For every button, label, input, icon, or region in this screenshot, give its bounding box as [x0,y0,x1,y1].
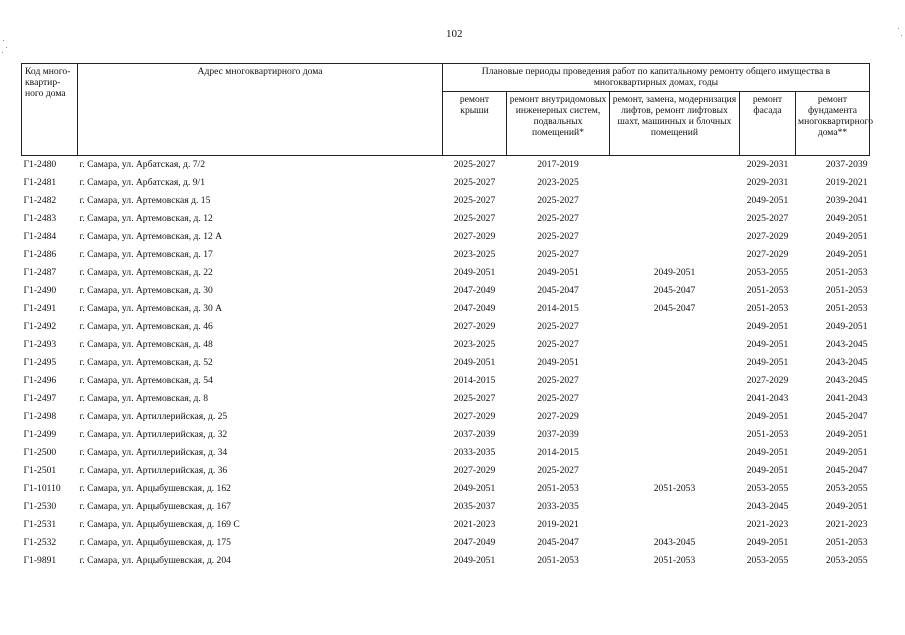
cell-code: Г1-2491 [23,303,57,314]
cell-facade: 2049-2051 [746,465,789,476]
cell-address: г. Самара, ул. Арбатская, д. 7/2 [79,159,205,170]
cell-systems: 2017-2019 [537,159,579,170]
table-row [22,210,870,228]
cell-code: Г1-2498 [23,411,57,422]
cell-foundation: 2019-2021 [825,177,868,188]
table-row [22,426,870,444]
table-row [22,246,870,264]
cell-address: г. Самара, ул. Артиллерийская, д. 36 [79,465,228,476]
cell-code: Г1-2531 [23,519,57,530]
cell-code: Г1-2481 [23,177,57,188]
cell-roof: 2023-2025 [453,339,496,350]
table-row [22,552,870,570]
cell-lifts [610,354,740,372]
cell-foundation: 2051-2053 [825,267,868,278]
cell-lifts [610,318,740,336]
cell-lifts: 2045-2047 [653,303,696,314]
cell-roof: 2025-2027 [453,159,496,170]
cell-facade: 2049-2051 [746,339,789,350]
scan-speck [901,35,902,36]
cell-roof: 2047-2049 [453,303,496,314]
cell-foundation: 2049-2051 [825,321,868,332]
cell-code: Г1-2482 [23,195,57,206]
cell-lifts [610,246,740,264]
cell-systems: 2025-2027 [537,339,579,350]
cell-address: г. Самара, ул. Артемовская, д. 48 [79,339,213,350]
table-row [22,480,870,498]
cell-systems: 2049-2051 [537,357,579,368]
table-body [22,156,870,571]
cell-facade: 2027-2029 [746,375,789,386]
cell-address: г. Самара, ул. Артемовская, д. 22 [79,267,213,278]
cell-code: Г1-2484 [23,231,57,242]
cell-code: Г1-10110 [23,483,61,494]
cell-roof: 2049-2051 [453,555,496,566]
cell-facade: 2027-2029 [746,231,789,242]
cell-lifts [610,336,740,354]
table-row [22,336,870,354]
header-systems: ремонт внутридомовых инженерных систем, подвальных помещений* [507,92,610,156]
cell-foundation: 2049-2051 [825,213,868,224]
cell-code: Г1-2480 [23,159,57,170]
repair-schedule-table [21,63,874,570]
cell-code: Г1-2500 [23,447,57,458]
cell-lifts [610,498,740,516]
cell-roof: 2049-2051 [453,267,496,278]
cell-address: г. Самара, ул. Арбатская, д. 9/1 [79,177,205,188]
cell-systems: 2014-2015 [537,447,579,458]
cell-facade: 2053-2055 [746,483,789,494]
cell-code: Г1-2495 [23,357,57,368]
table-row [22,156,870,175]
cell-lifts [610,444,740,462]
cell-foundation: 2051-2053 [825,303,868,314]
cell-address: г. Самара, ул. Артемовская, д. 54 [79,375,213,386]
scan-speck [2,52,3,53]
cell-code: Г1-2483 [23,213,57,224]
cell-roof: 2047-2049 [453,285,496,296]
cell-code: Г1-2493 [23,339,57,350]
scan-speck [898,28,899,29]
cell-foundation: 2049-2051 [825,429,868,440]
cell-facade: 2027-2029 [746,249,789,260]
cell-address: г. Самара, ул. Арцыбушевская, д. 204 [79,555,231,566]
cell-address: г. Самара, ул. Арцыбушевская, д. 167 [79,501,231,512]
cell-address: г. Самара, ул. Артемовская, д. 30 А [79,303,223,314]
cell-code: Г1-2492 [23,321,57,332]
cell-foundation: 2037-2039 [825,159,868,170]
header-lifts: ремонт, замена, модернизация лифтов, ремонт лифтовых шахт, машинных и блочных помещений [610,92,740,156]
table-row [22,318,870,336]
cell-lifts: 2043-2045 [653,537,696,548]
cell-systems: 2045-2047 [537,537,579,548]
cell-roof: 2047-2049 [453,537,496,548]
cell-facade: 2049-2051 [746,447,789,458]
table-row [22,408,870,426]
cell-facade: 2051-2053 [746,285,789,296]
cell-systems: 2025-2027 [537,321,579,332]
header-code: Код много-квартир-ного дома [22,64,78,156]
cell-address: г. Самара, ул. Арцыбушевская, д. 162 [79,483,231,494]
cell-foundation: 2043-2045 [825,339,868,350]
cell-roof: 2049-2051 [453,357,496,368]
cell-foundation: 2049-2051 [825,501,868,512]
cell-systems: 2027-2029 [537,411,579,422]
cell-facade: 2043-2045 [746,501,789,512]
cell-systems: 2025-2027 [537,375,579,386]
cell-systems: 2051-2053 [537,555,579,566]
cell-systems: 2025-2027 [537,231,579,242]
cell-foundation: 2049-2051 [825,447,868,458]
cell-lifts [610,192,740,210]
cell-address: г. Самара, ул. Артиллерийская, д. 32 [79,429,228,440]
cell-systems: 2025-2027 [537,213,579,224]
cell-systems: 2014-2015 [537,303,579,314]
cell-roof: 2049-2051 [453,483,496,494]
cell-code: Г1-2530 [23,501,57,512]
page-number: 102 [446,28,463,40]
cell-address: г. Самара, ул. Арцыбушевская, д. 169 С [79,519,240,530]
cell-systems: 2023-2025 [537,177,579,188]
cell-address: г. Самара, ул. Артиллерийская, д. 34 [79,447,228,458]
cell-systems: 2025-2027 [537,465,579,476]
cell-roof: 2027-2029 [453,465,496,476]
cell-foundation: 2051-2053 [825,285,868,296]
cell-foundation: 2043-2045 [825,375,868,386]
cell-facade: 2029-2031 [746,177,789,188]
cell-systems: 2025-2027 [537,195,579,206]
cell-lifts [610,372,740,390]
cell-code: Г1-2499 [23,429,57,440]
cell-foundation: 2041-2043 [825,393,868,404]
cell-foundation: 2043-2045 [825,357,868,368]
cell-lifts: 2045-2047 [653,285,696,296]
cell-roof: 2033-2035 [453,447,496,458]
cell-systems: 2037-2039 [537,429,579,440]
cell-roof: 2023-2025 [453,249,496,260]
cell-systems: 2049-2051 [537,267,579,278]
table-row [22,498,870,516]
cell-roof: 2014-2015 [453,375,496,386]
cell-facade: 2049-2051 [746,195,789,206]
cell-address: г. Самара, ул. Артемовская, д. 52 [79,357,213,368]
cell-foundation: 2053-2055 [825,555,868,566]
header-address: Адрес многоквартирного дома [78,64,443,156]
cell-lifts [610,516,740,534]
cell-foundation: 2045-2047 [825,411,868,422]
cell-code: Г1-2497 [23,393,57,404]
cell-code: Г1-2487 [23,267,57,278]
cell-address: г. Самара, ул. Артемовская, д. 17 [79,249,213,260]
cell-facade: 2053-2055 [746,555,789,566]
header-periods: Плановые периоды проведения работ по капитальному ремонту общего имущества в многоквартирных домах, годы [443,64,870,92]
cell-address: г. Самара, ул. Артемовская, д. 12 А [79,231,223,242]
cell-code: Г1-9891 [23,555,57,566]
cell-lifts [610,210,740,228]
cell-roof: 2027-2029 [453,231,496,242]
cell-foundation: 2039-2041 [825,195,868,206]
cell-systems: 2025-2027 [537,249,579,260]
table-row [22,372,870,390]
cell-foundation: 2045-2047 [825,465,868,476]
cell-facade: 2041-2043 [746,393,789,404]
table-row [22,192,870,210]
table-row [22,516,870,534]
cell-roof: 2025-2027 [453,177,496,188]
cell-systems: 2045-2047 [537,285,579,296]
cell-roof: 2035-2037 [453,501,496,512]
cell-roof: 2025-2027 [453,213,496,224]
cell-lifts [610,156,740,175]
cell-code: Г1-2496 [23,375,57,386]
cell-address: г. Самара, ул. Артемовская, д. 8 [79,393,208,404]
cell-facade: 2025-2027 [746,213,789,224]
cell-roof: 2027-2029 [453,321,496,332]
cell-lifts [610,228,740,246]
cell-address: г. Самара, ул. Артемовская, д. 12 [79,213,213,224]
cell-address: г. Самара, ул. Артиллерийская, д. 25 [79,411,228,422]
cell-systems: 2019-2021 [537,519,579,530]
cell-roof: 2025-2027 [453,195,496,206]
table-row [22,264,870,282]
cell-systems: 2033-2035 [537,501,579,512]
cell-code: Г1-2490 [23,285,57,296]
table-row [22,534,870,552]
scan-speck [3,40,4,41]
cell-foundation: 2051-2053 [825,537,868,548]
table-row [22,228,870,246]
cell-systems: 2051-2053 [537,483,579,494]
cell-lifts [610,462,740,480]
cell-facade: 2051-2053 [746,429,789,440]
cell-code: Г1-2501 [23,465,57,476]
cell-foundation: 2021-2023 [825,519,868,530]
cell-code: Г1-2486 [23,249,57,260]
cell-address: г. Самара, ул. Артемовская, д. 46 [79,321,213,332]
cell-roof: 2021-2023 [453,519,496,530]
header-facade: ремонт фасада [740,92,796,156]
cell-foundation: 2049-2051 [825,249,868,260]
scan-speck [6,47,7,48]
cell-lifts: 2049-2051 [653,267,696,278]
cell-lifts [610,408,740,426]
cell-facade: 2049-2051 [746,537,789,548]
cell-facade: 2051-2053 [746,303,789,314]
cell-facade: 2049-2051 [746,357,789,368]
cell-roof: 2027-2029 [453,411,496,422]
cell-facade: 2029-2031 [746,159,789,170]
header-foundation: ремонт фундамента многоквартирного дома** [796,92,870,156]
cell-facade: 2053-2055 [746,267,789,278]
table-row [22,354,870,372]
cell-foundation: 2049-2051 [825,231,868,242]
cell-address: г. Самара, ул. Артемовская, д. 30 [79,285,213,296]
cell-facade: 2049-2051 [746,411,789,422]
cell-facade: 2021-2023 [746,519,789,530]
cell-roof: 2025-2027 [453,393,496,404]
cell-foundation: 2053-2055 [825,483,868,494]
cell-address: г. Самара, ул. Артемовская д. 15 [79,195,211,206]
cell-lifts [610,174,740,192]
table-row [22,282,870,300]
cell-lifts: 2051-2053 [653,555,696,566]
table-row [22,390,870,408]
cell-roof: 2037-2039 [453,429,496,440]
cell-lifts [610,390,740,408]
table-row [22,300,870,318]
header-roof: ремонт крыши [443,92,507,156]
cell-lifts [610,426,740,444]
cell-lifts: 2051-2053 [653,483,696,494]
cell-code: Г1-2532 [23,537,57,548]
cell-address: г. Самара, ул. Арцыбушевская, д. 175 [79,537,231,548]
cell-facade: 2049-2051 [746,321,789,332]
table-row [22,174,870,192]
cell-systems: 2025-2027 [537,393,579,404]
table-row [22,462,870,480]
table-row [22,444,870,462]
